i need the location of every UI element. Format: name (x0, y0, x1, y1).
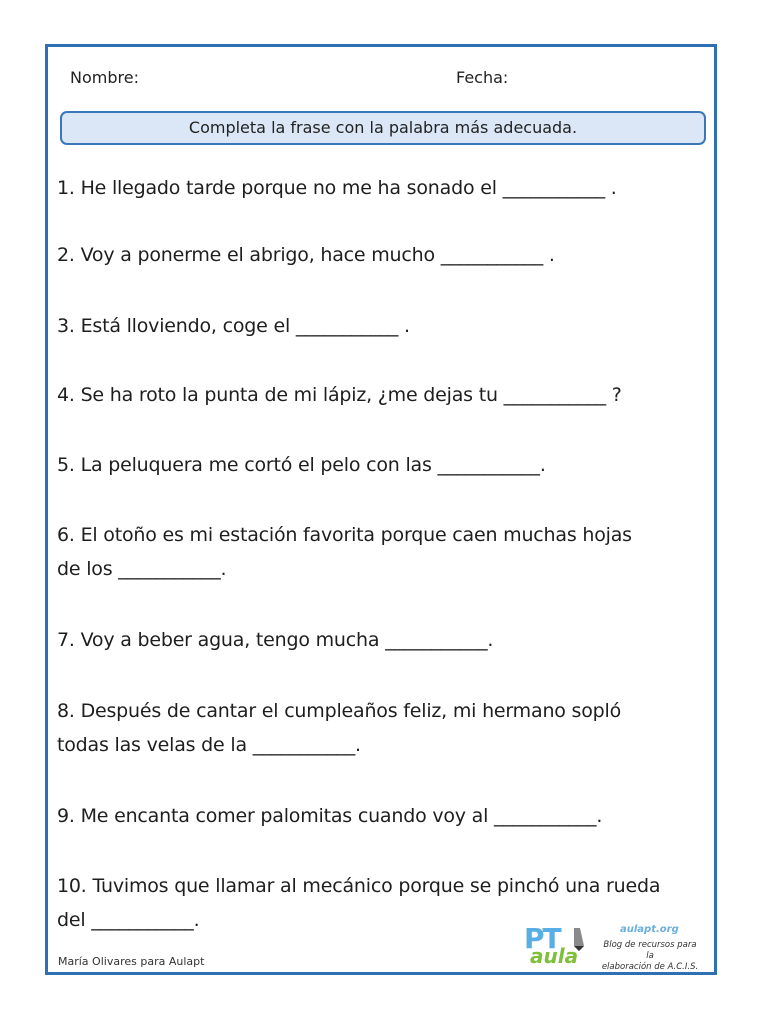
question-6-line1: 6. El otoño es mi estación favorita porque caen muchas hojas (57, 524, 632, 546)
site-url: aulapt.org (620, 924, 679, 935)
question-9: 9. Me encanta comer palomitas cuando voy al ___________. (57, 805, 603, 827)
author-credit: María Olivares para Aulapt (58, 955, 205, 968)
logo-aula-text: aula (530, 944, 579, 968)
question-4: 4. Se ha roto la punta de mi lápiz, ¿me dejas tu ___________ ? (57, 384, 622, 406)
aulapt-logo (524, 922, 594, 970)
question-7: 7. Voy a beber agua, tengo mucha ___________. (57, 629, 494, 651)
blog-tagline (600, 940, 700, 973)
question-10 (57, 869, 707, 937)
date-label: Fecha: (456, 68, 509, 87)
question-6-line2: de los ___________. (57, 558, 227, 580)
logo-pt-text: PT (524, 922, 560, 955)
blog-tagline-line2: elaboración de A.C.I.S. (601, 962, 699, 972)
question-10-line1: 10. Tuvimos que llamar al mecánico porque se pinchó una rueda (57, 875, 661, 897)
question-5: 5. La peluquera me cortó el pelo con las ___________. (57, 454, 546, 476)
question-10-line2: del ___________. (57, 909, 200, 931)
question-8-line1: 8. Después de cantar el cumpleaños feliz, mi hermano sopló (57, 700, 622, 722)
question-3: 3. Está lloviendo, coge el ___________ . (57, 315, 410, 337)
question-8 (57, 694, 707, 762)
question-1: 1. He llegado tarde porque no me ha sonado el ___________ . (57, 177, 617, 199)
question-8-line2: todas las velas de la ___________. (57, 734, 361, 756)
instructions-box: Completa la frase con la palabra más adecuada. (60, 111, 706, 145)
name-label: Nombre: (70, 68, 139, 87)
blog-tagline-line1: Blog de recursos para la (603, 940, 697, 961)
question-2: 2. Voy a ponerme el abrigo, hace mucho ___________ . (57, 244, 555, 266)
question-6 (57, 518, 707, 586)
